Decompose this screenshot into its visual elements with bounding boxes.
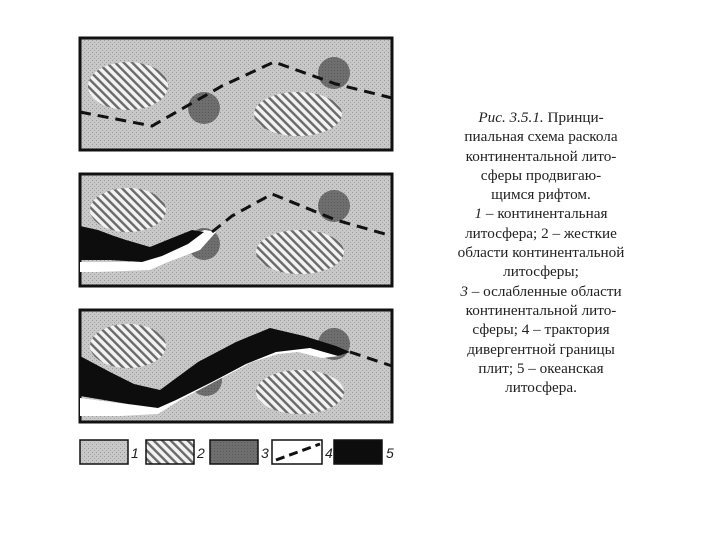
rigid-area — [90, 324, 166, 368]
rigid-area — [254, 92, 342, 136]
legend-number: 3 — [261, 445, 269, 461]
weak-area — [318, 190, 350, 222]
caption-line: Рис. 3.5.1. Принци- — [478, 109, 604, 126]
caption-line: сферы продвигаю- — [480, 166, 602, 184]
legend-number: 1 — [131, 445, 139, 461]
legend-number: 2 — [197, 445, 205, 461]
caption-line: литосферы; — [503, 263, 579, 281]
caption-line: пиальная схема раскола — [464, 128, 618, 146]
caption-line: континентальной лито- — [465, 301, 617, 319]
caption-line: литосфера; 2 – жесткие — [465, 224, 617, 242]
figure-caption — [436, 108, 646, 397]
legend — [80, 440, 394, 464]
panel-3 — [80, 310, 392, 422]
panel-2 — [80, 174, 392, 286]
rigid-area — [88, 62, 168, 110]
caption-line: области континентальной — [457, 244, 625, 262]
legend-number: 4 — [325, 445, 333, 461]
rigid-area — [256, 370, 344, 414]
caption-line: дивергентной границы — [467, 340, 615, 358]
legend-swatch-hatch — [146, 440, 194, 464]
caption-line: плит; 5 – океанская — [478, 359, 604, 377]
panel-1 — [80, 38, 392, 150]
legend-swatch-stipple — [80, 440, 128, 464]
rigid-area — [90, 188, 166, 232]
legend-number: 5 — [386, 445, 394, 461]
legend-swatch-black — [334, 440, 382, 464]
rigid-area — [256, 230, 344, 274]
caption-line: литосфера. — [505, 379, 577, 397]
caption-line: сферы; 4 – трактория — [472, 321, 610, 339]
caption-line: 1 – континентальная — [474, 205, 608, 223]
legend-swatch-dark — [210, 440, 258, 464]
caption-line: континентальной лито- — [465, 147, 617, 165]
caption-line: щимся рифтом. — [491, 186, 591, 204]
caption-line: 3 – ослабленные области — [460, 282, 622, 300]
